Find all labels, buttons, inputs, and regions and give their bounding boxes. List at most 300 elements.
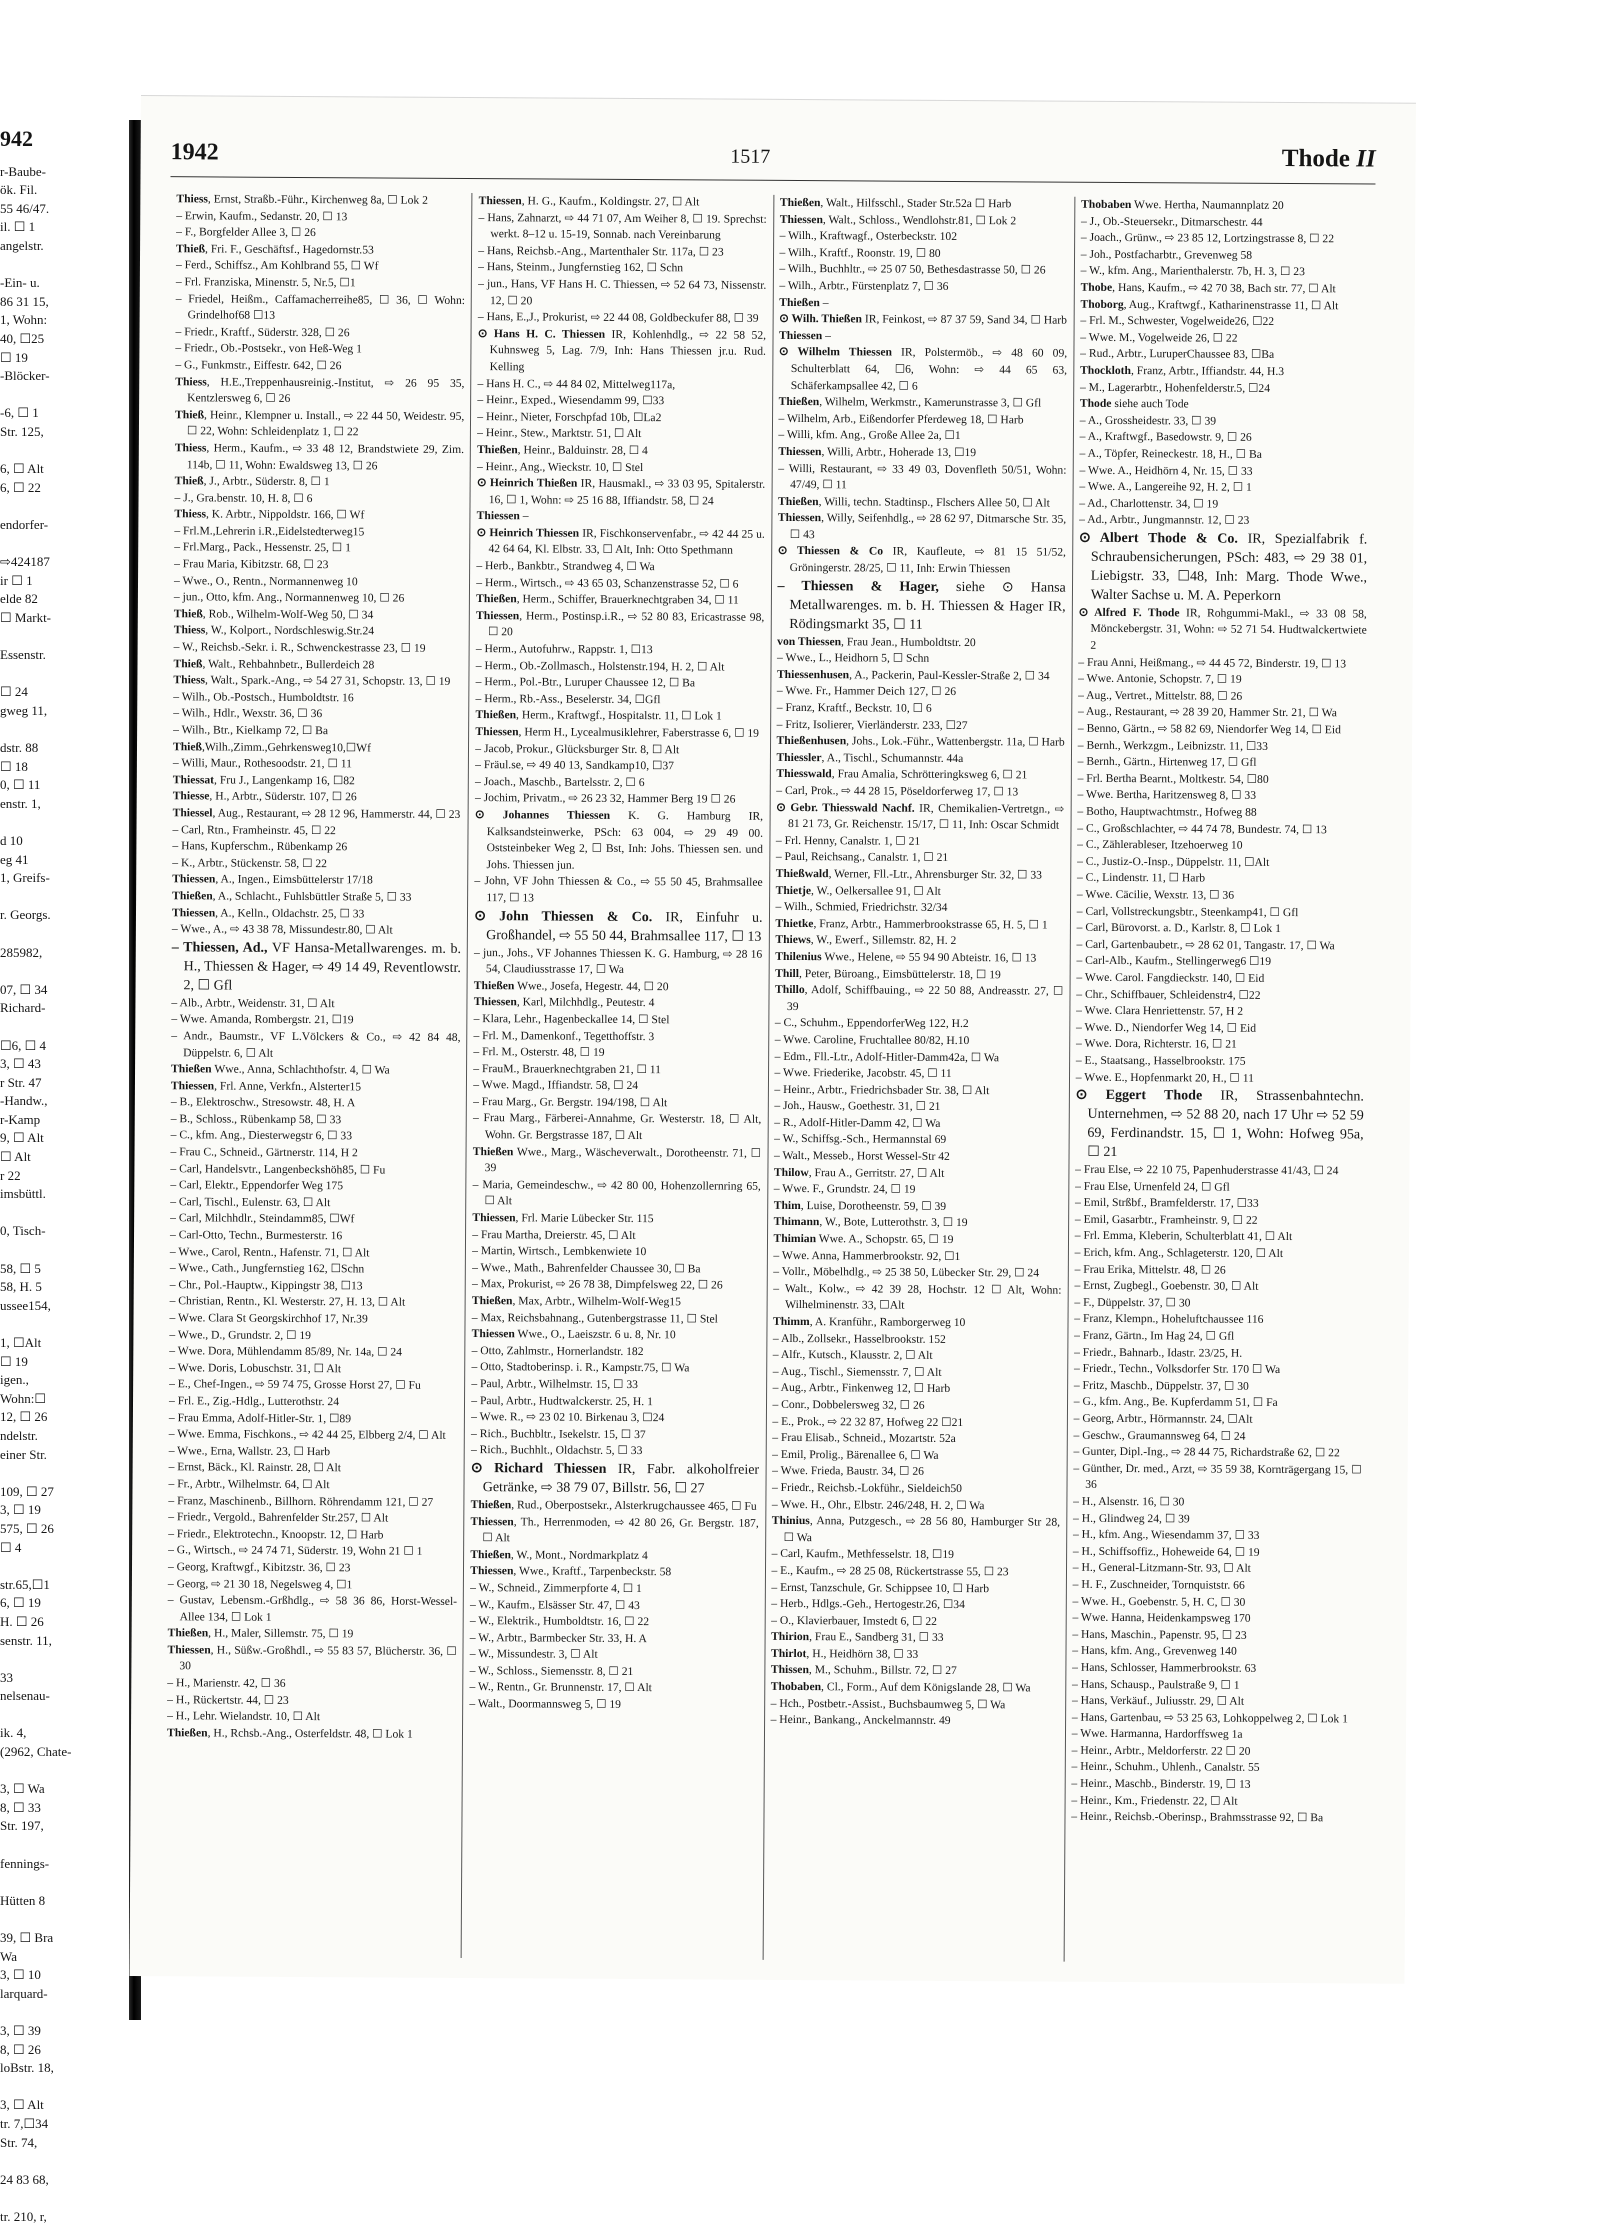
fragment-line: Hütten 8 bbox=[0, 1892, 46, 1908]
entry-surname: Thießen bbox=[470, 1547, 511, 1562]
fragment-line bbox=[0, 1873, 128, 1892]
fragment-line bbox=[0, 1910, 128, 1929]
entry-details: – C., Justiz-O.-Insp., Düppelstr. 11, ☐Alt bbox=[1077, 854, 1270, 869]
directory-entry bbox=[778, 411, 1066, 429]
entry-details: – Frau Else, Urnenfeld 24, ☐ Gfl bbox=[1075, 1179, 1230, 1194]
entry-details: – Frl. E., Zig.-Hdlg., Lutterothstr. 24 bbox=[168, 1394, 340, 1409]
fragment-line: -Ein- u. bbox=[0, 275, 40, 291]
entry-details: – Georg, ⇨ 21 30 18, Negelsweg 4, ☐1 bbox=[167, 1576, 353, 1591]
entry-surname: Thießen bbox=[779, 195, 821, 210]
directory-entry bbox=[771, 1646, 1059, 1664]
directory-entry bbox=[779, 294, 1067, 312]
entry-details: , Walt., Spark.-Ang., ⇨ 54 27 31, Schopstr. 13, ☐ 19 bbox=[204, 673, 451, 689]
directory-entry bbox=[773, 1364, 1061, 1382]
entry-details: – Paul, Arbtr., Hudtwalckerstr. 25, H. 1 bbox=[471, 1393, 653, 1408]
directory-entry bbox=[476, 591, 764, 609]
directory-entry bbox=[771, 1629, 1059, 1647]
fragment-line: 3, ☐ 19 bbox=[0, 1502, 41, 1518]
directory-entry bbox=[1080, 363, 1368, 381]
directory-entry bbox=[471, 1376, 759, 1394]
entry-details: , Fri. F., Geschäftsf., Hagedornstr.53 bbox=[205, 242, 374, 257]
directory-entry bbox=[175, 407, 464, 442]
directory-entry bbox=[471, 1409, 759, 1427]
entry-details: – Gustav, Lebensm.-Grßhdlg., ⇨ 58 36 86, Horst-Wessel-Allee 134, ☐ Lok 1 bbox=[167, 1593, 458, 1624]
directory-entry bbox=[478, 276, 766, 311]
fragment-line: endorfer- bbox=[0, 516, 49, 532]
entry-surname: Thießen bbox=[171, 1062, 212, 1076]
fragment-line: 6, ☐ 22 bbox=[0, 479, 41, 495]
entry-details: – Paul, Reichsang., Canalstr. 1, ☐ 21 bbox=[775, 850, 949, 865]
entry-details: IR, Hausmakl., ⇨ 33 03 95, Spitalerstr. 16, ☐ 1, Wohn: ⇨ 25 16 88, Iffiandstr. 58, ☐ 24 bbox=[488, 476, 766, 508]
entry-details: – Frl. Henny, Canalstr. 1, ☐ 21 bbox=[775, 833, 921, 848]
directory-entry bbox=[1074, 1378, 1362, 1396]
directory-entry bbox=[173, 805, 462, 823]
entry-details: , H., Arbtr., Süderstr. 107, ☐ 26 bbox=[209, 789, 357, 804]
fragment-line: loBstr. 18, bbox=[0, 2060, 54, 2076]
directory-entry bbox=[774, 1065, 1062, 1083]
entry-details: – H., Alsenstr. 16, ☐ 30 bbox=[1073, 1494, 1185, 1509]
directory-entry bbox=[1075, 1261, 1363, 1279]
entry-details: – Carl, Rtn., Framheinstr. 45, ☐ 22 bbox=[172, 822, 336, 837]
entry-details: – Heinr., Exped., Wiesendamm 99, ☐33 bbox=[477, 393, 665, 408]
directory-entry bbox=[1074, 1411, 1362, 1429]
entry-details: IR, Kaufleute, ⇨ 81 15 51/52, Gröningerstr. 28/25, ☐ 11, Inh: Erwin Thiessen bbox=[789, 545, 1067, 576]
page-number: 1517 bbox=[730, 145, 771, 168]
entry-details: – Christian, Rentn., Kl. Westerstr. 27, H. 13, ☐ Alt bbox=[169, 1294, 406, 1310]
entry-details: , W., Ewerf., Sillemstr. 82, H. 2 bbox=[810, 933, 957, 948]
entry-details: – Friedr., Kraftf., Süderstr. 328, ☐ 26 bbox=[175, 324, 350, 340]
fragment-line: -Blöcker- bbox=[0, 368, 50, 384]
directory-entry bbox=[1072, 1743, 1360, 1761]
entry-details: Wwe., Josefa, Hegestr. 44, ☐ 20 bbox=[514, 979, 669, 993]
directory-entry bbox=[779, 278, 1067, 296]
directory-entry bbox=[173, 722, 462, 740]
entry-details: – Wwe. Friederike, Jacobstr. 45, ☐ 11 bbox=[774, 1065, 952, 1081]
directory-entry bbox=[176, 291, 465, 326]
entry-details: – Willi, Maur., Rothesoodstr. 21, ☐ 11 bbox=[172, 756, 352, 771]
entry-details: – Franz, Gärtn., Im Hag 24, ☐ Gfl bbox=[1074, 1328, 1235, 1343]
directory-entry bbox=[172, 872, 461, 890]
directory-entry bbox=[168, 1576, 457, 1594]
directory-entry bbox=[176, 258, 465, 276]
directory-entry bbox=[778, 427, 1066, 445]
entry-details: – Wwe. Antonie, Schopstr. 7, ☐ 19 bbox=[1078, 671, 1242, 686]
directory-entry bbox=[1081, 247, 1369, 265]
fragment-line: ussee154, bbox=[0, 1297, 51, 1313]
directory-entry bbox=[476, 608, 764, 643]
fragment-line bbox=[0, 1557, 128, 1576]
entry-details: – Wwe. Bertha, Haritzensweg 8, ☐ 33 bbox=[1077, 788, 1257, 803]
entry-details: , W., Mont., Nordmarkplatz 4 bbox=[510, 1548, 648, 1562]
directory-entry bbox=[1079, 512, 1367, 530]
fragment-line: Richard- bbox=[0, 1000, 46, 1016]
directory-entry bbox=[779, 328, 1067, 346]
directory-entry bbox=[169, 1343, 458, 1361]
directory-entry bbox=[776, 833, 1064, 851]
directory-entry bbox=[174, 556, 463, 574]
entry-details: – Wilh., Btr., Kielkamp 72, ☐ Ba bbox=[173, 723, 329, 738]
entry-details: , Frl. Marie Lübecker Str. 115 bbox=[515, 1211, 654, 1226]
entry-surname: Thoborg bbox=[1080, 297, 1124, 311]
directory-entry bbox=[168, 1493, 457, 1511]
directory-entry bbox=[1078, 771, 1366, 789]
entry-surname: ⊙ Wilh. Thießen bbox=[779, 312, 863, 326]
entry-details: – Frl. M., Osterstr. 48, ☐ 19 bbox=[473, 1045, 605, 1059]
fragment-line: r. Georgs. bbox=[0, 907, 51, 923]
entry-details: – Wwe. E., Hopfenmarkt 20, H., ☐ 11 bbox=[1075, 1070, 1254, 1085]
entry-details: – Frau Erika, Mittelstr. 48, ☐ 26 bbox=[1074, 1262, 1226, 1277]
entry-details: – Jochim, Privatm., ⇨ 26 23 32, Hammer Berg 19 ☐ 26 bbox=[474, 791, 736, 807]
directory-entry bbox=[1077, 903, 1365, 921]
directory-entry bbox=[1074, 1295, 1362, 1313]
entry-surname: ⊙ John Thiessen & Co. bbox=[474, 908, 653, 925]
directory-entry bbox=[774, 1148, 1062, 1166]
entry-details: – Friedr., Elektrotechn., Knoopstr. 12, ☐ Harb bbox=[168, 1526, 384, 1542]
directory-entry bbox=[775, 1032, 1063, 1050]
entry-details: IR, Spezialfabrik f. Schraubensicherungen, PSch: 483, ⇨ 29 38 01, Liebigstr. 33, ☐48, Inh: Marg. Thode Wwe., Walter Sachse u. M. A. Peperkorn bbox=[1090, 531, 1368, 604]
entry-surname: Thiessen bbox=[475, 725, 519, 739]
entry-details: – Otto, Stadtoberinsp. i. R., Kampstr.75, ☐ Wa bbox=[471, 1360, 690, 1375]
entry-details: – Hans, Maschin., Papenstr. 95, ☐ 23 bbox=[1072, 1627, 1247, 1642]
entry-details: – Bernh., Werkzgm., Leibnizstr. 11, ☐33 bbox=[1077, 738, 1268, 753]
directory-entry bbox=[168, 1543, 457, 1561]
entry-details: , Johs., Lok.-Führ., Wattenbergstr. 11a, ☐ Harb bbox=[846, 734, 1065, 749]
entry-surname: Thim bbox=[773, 1198, 801, 1212]
directory-entry bbox=[779, 261, 1067, 279]
entry-details: – Andr., Baumstr., VF L.Völckers & Co., ⇨ 42 84 48, Düppelstr. 6, ☐ Alt bbox=[171, 1029, 461, 1060]
directory-entry bbox=[771, 1662, 1059, 1680]
directory-entry bbox=[1074, 1427, 1362, 1445]
entry-details: – Conr., Dobbelersweg 32, ☐ 26 bbox=[772, 1397, 925, 1412]
entry-surname: Thiews bbox=[775, 933, 811, 947]
directory-entry bbox=[176, 274, 465, 292]
fragment-line: 55 46/47. bbox=[0, 200, 50, 216]
entry-details: – Paul, Arbtr., Wilhelmstr. 15, ☐ 33 bbox=[471, 1377, 638, 1392]
fragment-line: tr. 7,☐34 bbox=[0, 2115, 49, 2131]
entry-surname: Thirlot bbox=[770, 1646, 807, 1660]
entry-details: , H., Süßw.-Großhdl., ⇨ 55 83 57, Blücherstr. 36, ☐ 30 bbox=[179, 1643, 457, 1673]
directory-entry bbox=[169, 1426, 458, 1444]
entry-details: – W., Arbtr., Barmbecker Str. 33, H. A bbox=[469, 1630, 647, 1645]
entry-details: – Hans, Schausp., Paulstraße 9, ☐ 1 bbox=[1072, 1677, 1240, 1692]
entry-details: – Hans H. C., ⇨ 44 84 02, Mittelweg117a, bbox=[477, 376, 676, 391]
entry-details: – J., Ob.-Steuersekr., Ditmarschestr. 44 bbox=[1080, 214, 1263, 229]
entry-details: – G., kfm. Ang., Be. Kupferdamm 51, ☐ Fa bbox=[1073, 1395, 1278, 1410]
directory-entry bbox=[1078, 721, 1366, 739]
entry-details: – W., Elektrik., Humboldtstr. 16, ☐ 22 bbox=[469, 1614, 650, 1629]
directory-entry bbox=[476, 658, 764, 676]
entry-details: siehe ⊙ Hansa Metallwarenges. m. b. H. Thiessen & Hager IR, Rödingsmarkt 35, ☐ 11 bbox=[789, 579, 1066, 633]
directory-entry bbox=[774, 1131, 1062, 1149]
entry-details: , Frau Jean., Humboldtstr. 20 bbox=[841, 634, 976, 649]
entry-details: , Fru J., Langenkamp 16, ☐82 bbox=[214, 773, 355, 788]
entry-details: – E., Chef-Ingen., ⇨ 59 74 75, Grosse Horst 27, ☐ Fu bbox=[169, 1377, 421, 1393]
directory-entry bbox=[775, 916, 1063, 934]
entry-details: – Chr., Schiffbauer, Schleidenstr4, ☐22 bbox=[1076, 987, 1261, 1002]
entry-details: – H., Lehr. Wielandstr. 10, ☐ Alt bbox=[167, 1709, 321, 1724]
fragment-line: 3, ☐ Alt bbox=[0, 2097, 44, 2113]
fragment-line bbox=[0, 1762, 128, 1781]
entry-details: – Hans, Zahnarzt, ⇨ 44 71 07, Am Weiher 8, ☐ 19. Sprechst: werkt. 8–12 u. 15-19, Sonnab. nach Vereinbarung bbox=[478, 210, 767, 242]
entry-surname: – Thiessen, Ad., bbox=[171, 939, 268, 956]
directory-entry bbox=[475, 774, 763, 792]
entry-details: , H. G., Kaufm., Koldingstr. 27, ☐ Alt bbox=[521, 194, 700, 209]
fragment-line bbox=[0, 1464, 128, 1483]
entry-details: , Wilhelm, Werkmstr., Kamerunstrasse 3, ☐ Gfl bbox=[819, 395, 1042, 410]
directory-entry bbox=[773, 1231, 1061, 1249]
entry-surname: Thill bbox=[775, 966, 800, 980]
entry-surname: Thimm bbox=[772, 1314, 810, 1329]
directory-entry bbox=[771, 1596, 1059, 1614]
directory-entry bbox=[170, 1144, 459, 1162]
entry-details: , Franz, Arbtr., Iffiandstr. 44, H.3 bbox=[1130, 363, 1285, 378]
directory-entry bbox=[478, 309, 766, 327]
directory-entry bbox=[175, 473, 464, 491]
entry-details: – F., Borgfelder Allee 3, ☐ 26 bbox=[176, 225, 316, 240]
directory-entry bbox=[1072, 1709, 1360, 1727]
fragment-line: nelsenau- bbox=[0, 1688, 50, 1704]
entry-surname: ⊙ Heinrich Thiessen bbox=[476, 525, 580, 540]
entry-surname: Thiesswald bbox=[776, 767, 832, 781]
entry-details: , Walt., Hilfsschl., Stader Str.52a ☐ Harb bbox=[820, 196, 1012, 211]
entry-surname: Thillo bbox=[775, 983, 805, 997]
fragment-line: eg 41 bbox=[0, 851, 29, 867]
fragment-line: 3, ☐ 39 bbox=[0, 2022, 41, 2038]
entry-details: – Joh., Postfacharbtr., Grevenweg 58 bbox=[1080, 247, 1253, 262]
fragment-line bbox=[0, 1241, 128, 1260]
directory-entry bbox=[773, 1347, 1061, 1365]
entry-details: – Maria, Gemeindeschw., ⇨ 42 80 00, Hohenzollernring 65, ☐ Alt bbox=[472, 1177, 761, 1208]
directory-entry bbox=[778, 494, 1066, 512]
entry-details: , W., Oelkersallee 91, ☐ Alt bbox=[811, 883, 941, 898]
directory-entry bbox=[176, 324, 465, 342]
fragment-line: imsbüttl. bbox=[0, 1186, 46, 1202]
entry-details: – Wwe. R., ⇨ 23 02 10. Birkenau 3, ☐24 bbox=[471, 1410, 665, 1425]
entry-details: IR, Polstermöb., ⇨ 48 60 09, Schulterblatt 64, ☐6, Wohn: ⇨ 44 65 63, Schäferkampsallee 42, ☐ 6 bbox=[790, 345, 1068, 393]
entry-surname: Thiessen bbox=[779, 212, 823, 226]
directory-entry bbox=[1071, 1776, 1359, 1794]
entry-details: – Aug., Arbtr., Finkenweg 12, ☐ Harb bbox=[772, 1381, 951, 1396]
entry-details: – W., Rentn., Gr. Brunnenstr. 17, ☐ Alt bbox=[469, 1680, 652, 1695]
fragment-line: dstr. 88 bbox=[0, 740, 39, 755]
previous-page-lines bbox=[0, 163, 128, 2227]
directory-entry bbox=[173, 755, 462, 773]
entry-details: – W., Schloss., Siemensstr. 8, ☐ 21 bbox=[469, 1663, 634, 1678]
entry-details: – Wwe. F., Grundstr. 24, ☐ 19 bbox=[773, 1182, 916, 1197]
directory-entry bbox=[1080, 429, 1368, 447]
entry-details: – Frau Anni, Heißmang., ⇨ 44 45 72, Binderstr. 19, ☐ 13 bbox=[1078, 655, 1347, 671]
directory-entry bbox=[777, 733, 1065, 751]
entry-details: , Anna, Putzgesch., ⇨ 28 56 80, Hamburger Str 28, ☐ Wa bbox=[783, 1514, 1061, 1544]
fragment-line: il. ☐ 1 bbox=[0, 219, 36, 235]
entry-details: – Carl, Elektr., Eppendorfer Weg 175 bbox=[170, 1178, 344, 1193]
entry-surname: Thiessen bbox=[171, 905, 216, 919]
entry-details: – Friedr., Techn., Volksdorfer Str. 170 ☐ Wa bbox=[1073, 1361, 1281, 1377]
entry-details: – F., Düppelstr. 37, ☐ 30 bbox=[1074, 1295, 1191, 1310]
directory-entry bbox=[169, 1443, 458, 1461]
entry-details: , Werner, Fll.-Ltr., Ahrensburger Str. 32, ☐ 33 bbox=[828, 867, 1043, 882]
entry-details: – Herm., Rb.-Ass., Beselerstr. 34, ☐Gfl bbox=[475, 691, 661, 706]
entry-details: – Wwe., L., Heidhorn 5, ☐ Schn bbox=[777, 651, 930, 666]
directory-entry bbox=[170, 1194, 459, 1212]
directory-entry bbox=[1080, 396, 1368, 414]
entry-details: – Wwe., Carol, Rentn., Hafenstr. 71, ☐ Alt bbox=[169, 1244, 370, 1260]
entry-details: – Alb., Zollsekr., Hasselbrookstr. 152 bbox=[772, 1331, 946, 1346]
entry-details: , W., Kolport., Nordschleswig.Str.24 bbox=[205, 623, 375, 638]
entry-details: – bbox=[519, 509, 529, 523]
entry-details: – Wwe. Clara Henriettenstr. 57, H 2 bbox=[1076, 1003, 1244, 1018]
directory-entry bbox=[168, 1625, 457, 1643]
directory-entry bbox=[1075, 1195, 1363, 1213]
directory-entry bbox=[777, 634, 1065, 652]
directory-entry bbox=[170, 1177, 459, 1195]
directory-entry bbox=[170, 1260, 459, 1278]
entry-surname: Thobe bbox=[1080, 280, 1113, 294]
fragment-line: ☐ 4 bbox=[0, 1539, 22, 1555]
directory-entry bbox=[778, 444, 1066, 462]
entry-details: IR, Einfuhr u. Großhandel, ⇨ 55 50 44, Brahmsallee 117, ☐ 13 bbox=[486, 909, 763, 945]
entry-details: – A., Grossheidestr. 33, ☐ 39 bbox=[1079, 413, 1217, 428]
directory-entry bbox=[779, 394, 1067, 412]
column-2 bbox=[461, 193, 773, 1960]
fragment-line: ndelstr. bbox=[0, 1427, 38, 1443]
fragment-line: 07, ☐ 34 bbox=[0, 981, 48, 997]
entry-details: – B., Elektroschw., Stresowstr. 48, H. A bbox=[170, 1095, 356, 1110]
directory-entry bbox=[775, 949, 1063, 967]
entry-details: – C., Schuhm., EppendorferWeg 122, H.2 bbox=[774, 1016, 969, 1031]
entry-surname: ⊙ Gebr. Thiesswald Nachf. bbox=[776, 800, 915, 815]
entry-surname: Thießen bbox=[473, 978, 515, 993]
entry-details: – G., Wirtsch., ⇨ 24 74 71, Süderstr. 19, Wohn 21 ☐ 1 bbox=[168, 1543, 423, 1559]
fragment-line: 86 31 15, bbox=[0, 293, 49, 309]
directory-entry bbox=[776, 882, 1064, 900]
fragment-line: 3, ☐ 10 bbox=[0, 1967, 41, 1983]
entry-surname: Thieß bbox=[174, 474, 204, 488]
entry-surname: Thieß bbox=[176, 241, 206, 256]
directory-entry bbox=[171, 1012, 460, 1030]
directory-entry bbox=[174, 490, 463, 508]
entry-details: siehe auch Tode bbox=[1111, 397, 1189, 411]
entry-details: – Franz, Kraftf., Beckstr. 10, ☐ 6 bbox=[776, 700, 932, 715]
entry-surname: Thiesse bbox=[172, 789, 210, 803]
directory-entry bbox=[771, 1712, 1059, 1730]
directory-entry bbox=[780, 195, 1068, 213]
entry-details: – Wwe. Dora, Mühlendamm 85/89, Nr. 14a, ☐ 24 bbox=[169, 1344, 403, 1359]
fragment-line: 39, ☐ Bra bbox=[0, 1930, 54, 1945]
directory-entry bbox=[1080, 412, 1368, 430]
directory-entry bbox=[173, 739, 462, 757]
directory-entry bbox=[474, 907, 762, 947]
directory-entry bbox=[775, 965, 1063, 983]
entry-details: – Wwe. Fr., Hammer Deich 127, ☐ 26 bbox=[776, 684, 957, 699]
directory-entry bbox=[779, 245, 1067, 263]
entry-surname: – Thiessen & Hager, bbox=[777, 578, 939, 595]
fragment-line: ☐6, ☐ 4 bbox=[0, 1037, 47, 1053]
directory-entry bbox=[1078, 654, 1366, 672]
entry-details: – H., General-Litzmann-Str. 93, ☐ Alt bbox=[1072, 1561, 1251, 1576]
directory-entry bbox=[776, 799, 1064, 834]
directory-entry bbox=[168, 1509, 457, 1527]
directory-entry bbox=[776, 849, 1064, 867]
directory-entry bbox=[171, 1094, 460, 1112]
entry-details: – Franz, Klempn., Hoheluftchaussee 116 bbox=[1074, 1312, 1264, 1327]
entry-details: – Herb., Bankbtr., Strandweg 4, ☐ Wa bbox=[476, 559, 655, 574]
directory-entry bbox=[169, 1460, 458, 1478]
entry-details: – G., Funkmstr., Eiffestr. 642, ☐ 26 bbox=[175, 358, 342, 373]
entry-details: – Hans, E.,J., Prokurist, ⇨ 22 44 08, Goldbeckufer 88, ☐ 39 bbox=[477, 310, 759, 325]
directory-entry bbox=[471, 1442, 759, 1460]
directory-entry bbox=[474, 1011, 762, 1029]
entry-details: – C., kfm. Ang., Diesterwegstr 6, ☐ 33 bbox=[170, 1128, 353, 1143]
directory-entry bbox=[776, 866, 1064, 884]
entry-details: IR, Fischkonservenfabr., ⇨ 42 44 25 u. 42 64 64, Kl. Elbstr. 33, ☐ Alt, Inh: Otto Spethmann bbox=[488, 526, 765, 558]
entry-details: – Wilh., Ob.-Postsch., Humboldtstr. 16 bbox=[173, 690, 354, 705]
directory-entry bbox=[171, 1028, 460, 1063]
entry-surname: Thiess bbox=[174, 441, 207, 455]
directory-entry bbox=[475, 790, 763, 808]
directory-entry bbox=[475, 707, 763, 725]
fragment-line: d 10 bbox=[0, 832, 23, 848]
entry-details: – Carl, Prok., ⇨ 44 28 15, Pöseldorferweg 17, ☐ 13 bbox=[776, 783, 1019, 799]
entry-details: , Th., Herrenmoden, ⇨ 42 80 26, Gr. Bergstr. 187, ☐ Alt bbox=[482, 1514, 759, 1545]
entry-details: – Wwe. H., Goebenstr. 5, H. C, ☐ 30 bbox=[1072, 1594, 1246, 1609]
directory-entry bbox=[478, 326, 767, 378]
fragment-line bbox=[0, 813, 128, 832]
entry-details: – Heinr., Stew., Marktstr. 51, ☐ Alt bbox=[477, 426, 642, 441]
directory-entry bbox=[170, 1294, 459, 1312]
entry-details: – E., Staatsang., Hasselbrookstr. 175 bbox=[1075, 1053, 1246, 1068]
directory-entry bbox=[478, 259, 766, 277]
fragment-line: 109, ☐ 27 bbox=[0, 1483, 54, 1499]
directory-entry bbox=[777, 700, 1065, 718]
entry-details: – Vollr., Möbelhdlg., ⇨ 25 38 50, Lübecker Str. 29, ☐ 24 bbox=[773, 1265, 1040, 1280]
entry-surname: Thießen bbox=[778, 395, 820, 409]
directory-entry bbox=[167, 1675, 456, 1693]
fragment-line bbox=[0, 1315, 128, 1334]
directory-entry bbox=[175, 374, 464, 409]
directory-entry bbox=[779, 344, 1068, 396]
directory-entry bbox=[774, 1098, 1062, 1116]
entry-surname: Thockloth bbox=[1080, 363, 1132, 377]
entry-details: , Frau Amalia, Schrötteringksweg 6, ☐ 21 bbox=[831, 767, 1028, 782]
directory-entry bbox=[1073, 1527, 1361, 1545]
directory-entry bbox=[771, 1613, 1059, 1631]
directory-entry bbox=[771, 1563, 1059, 1581]
directory-entry bbox=[1076, 986, 1364, 1004]
fragment-line: H. ☐ 26 bbox=[0, 1613, 44, 1629]
entry-details: – Botho, Hauptwachtmstr., Hofweg 88 bbox=[1077, 804, 1257, 819]
entry-details: – Franz, Maschinenb., Billhorn. Röhrendamm 121, ☐ 27 bbox=[168, 1493, 434, 1509]
entry-details: – Ernst, Tanzschule, Gr. Schippsee 10, ☐ Harb bbox=[771, 1580, 990, 1595]
directory-entry bbox=[1072, 1726, 1360, 1744]
entry-details: IR, Kohlenhdlg., ⇨ 22 58 52, Kuhnsweg 5, Lag. 7/9, Inh: Hans Thiessen jr.u. Rud. Kelling bbox=[489, 327, 767, 374]
entry-details: – Heinr., Reichsb.-Oberinsp., Brahmsstrasse 92, ☐ Ba bbox=[1071, 1809, 1324, 1825]
directory-entry bbox=[774, 1165, 1062, 1183]
directory-entry bbox=[1075, 1086, 1364, 1164]
directory-entry bbox=[1081, 263, 1369, 281]
entry-details: – Ad., Arbtr., Jungmannstr. 12, ☐ 23 bbox=[1079, 513, 1250, 528]
entry-details: – H., kfm. Ang., Wiesendamm 37, ☐ 33 bbox=[1072, 1527, 1260, 1543]
entry-details: – Wwe., Math., Bahrenfelder Chaussee 30, ☐ Ba bbox=[472, 1260, 701, 1276]
directory-entry bbox=[1077, 854, 1365, 872]
directory-entry bbox=[474, 945, 762, 980]
directory-entry bbox=[169, 1360, 458, 1378]
entry-details: , Heinr., Klempner u. Install., ⇨ 22 44 50, Weidestr. 95, ☐ 22, Wohn: Schleidenplatz 1, ☐ 22 bbox=[186, 408, 465, 439]
fragment-line: Wa bbox=[0, 1948, 17, 1964]
entry-details: – Herm., Wirtsch., ⇨ 43 65 03, Schanzenstrasse 52, ☐ 6 bbox=[476, 575, 739, 591]
entry-details: – Georg, Kraftwgf., Kibitzstr. 36, ☐ 23 bbox=[167, 1560, 351, 1575]
entry-details: – A., Töpfer, Reineckestr. 18, H., ☐ Ba bbox=[1079, 446, 1262, 461]
